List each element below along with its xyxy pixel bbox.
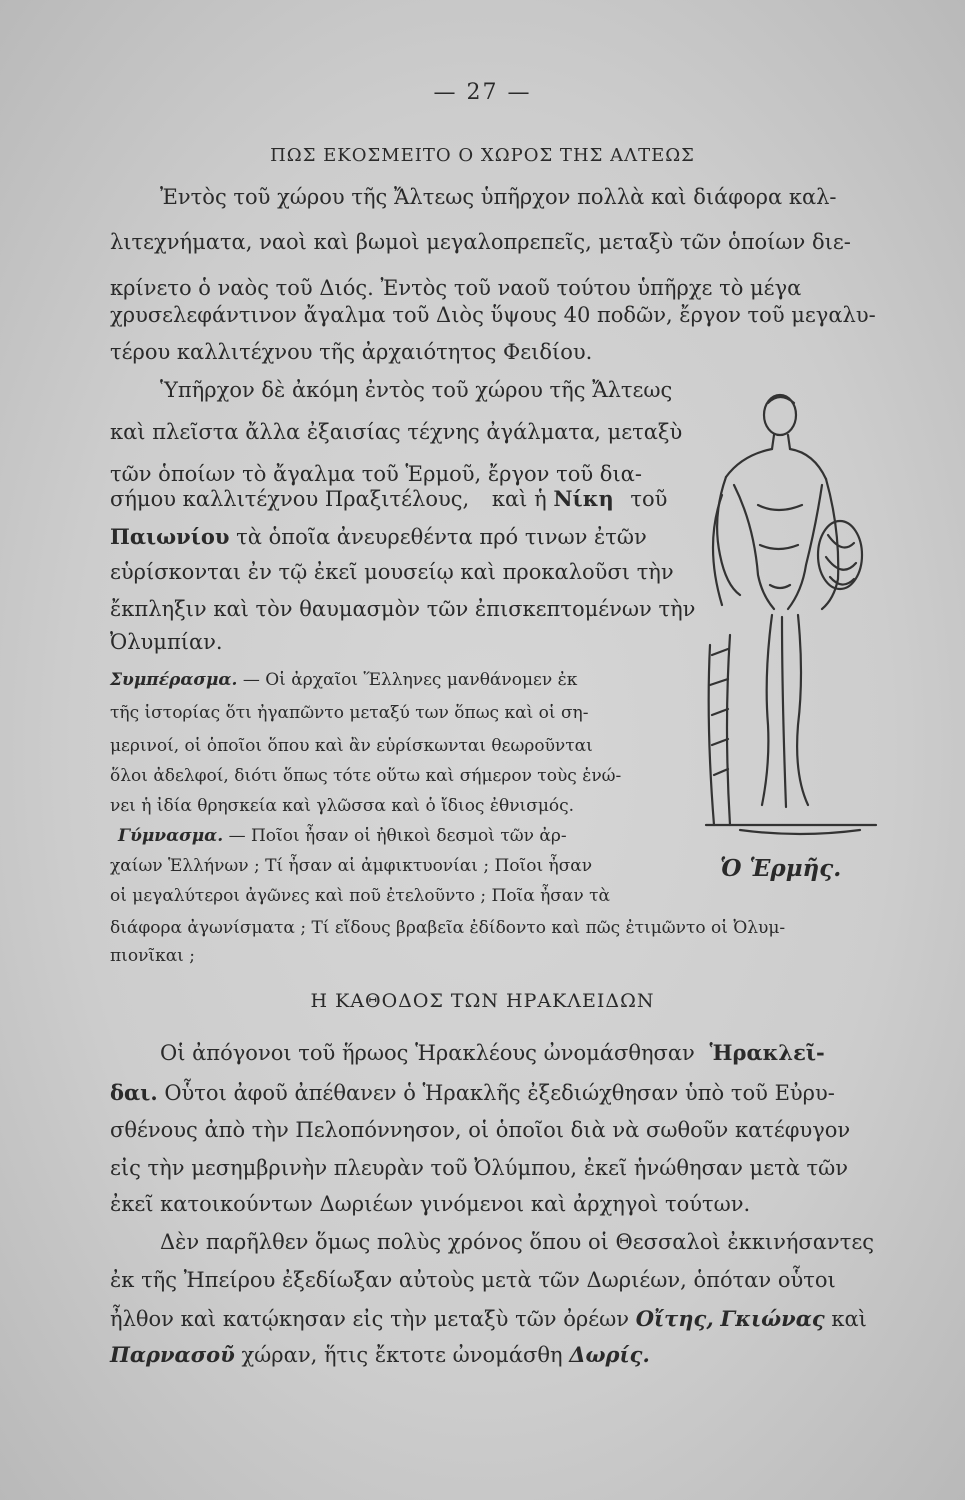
section-title-herakleidai: Η ΚΑΘΟΔΟΣ ΤΩΝ ΗΡΑΚΛΕΙΔΩΝ	[310, 990, 655, 1012]
text-span: χώραν, ἥτις ἔκτοτε ὠνομάσθη	[241, 1343, 563, 1367]
text-line	[110, 1306, 867, 1331]
nike-bold: Νίκη	[553, 486, 614, 511]
oitis-bold: Οἴτης,	[635, 1306, 714, 1331]
figure-caption: Ὁ Ἑρμῆς.	[720, 855, 842, 882]
text-line: εὑρίσκονται ἐν τῷ ἐκεῖ μουσείῳ καὶ προκαλοῦσι τὴν	[110, 560, 674, 584]
text-span: τοῦ	[630, 487, 668, 511]
text-line: μερινοί, οἱ ὁποῖοι ὅπου καὶ ἂν εὑρίσκωνται θεωροῦνται	[110, 736, 593, 756]
text-line: οἱ μεγαλύτεροι ἀγῶνες καὶ ποῦ ἐτελοῦντο ; Ποῖα ἦσαν τὰ	[110, 886, 610, 906]
text-span: τὰ ὁποῖα ἀνευρεθέντα πρό τινων ἐτῶν	[236, 525, 647, 549]
text-line: ὅλοι ἀδελφοί, διότι ὅπως τότε οὕτω καὶ σήμερον τοὺς ἑνώ-	[110, 766, 622, 786]
text-line: ἐκ τῆς Ἠπείρου ἐξεδίωξαν αὐτοὺς μετὰ τῶν Δωριέων, ὁπόταν οὗτοι	[110, 1268, 836, 1292]
text-line: λιτεχνήματα, ναοὶ καὶ βωμοὶ μεγαλοπρεπεῖς, μεταξὺ τῶν ὁποίων διε-	[110, 230, 851, 254]
text-span: — Ποῖοι ἦσαν οἱ ἠθικοὶ δεσμοὶ τῶν ἀρ-	[228, 826, 567, 846]
text-line	[110, 486, 667, 511]
gkionas-bold: Γκιώνας	[720, 1306, 825, 1331]
text-span: — Οἱ ἀρχαῖοι Ἕλληνες μανθάνομεν ἐκ	[242, 670, 578, 690]
herakleidai-bold-cont: δαι.	[110, 1080, 158, 1105]
text-line	[110, 670, 577, 690]
text-line	[110, 1080, 835, 1105]
text-line	[160, 1040, 825, 1065]
text-line	[110, 1342, 650, 1367]
page-number: — 27 —	[433, 80, 532, 105]
herakleidai-bold: Ἡρακλεῖ-	[709, 1040, 825, 1065]
paionios-bold: Παιωνίου	[110, 524, 230, 549]
text-line: χρυσελεφάντινον ἄγαλμα τοῦ Διὸς ὕψους 40 ποδῶν, ἔργον τοῦ μεγαλυ-	[110, 303, 876, 327]
text-line	[110, 524, 647, 549]
text-line: καὶ πλεῖστα ἄλλα ἐξαισίας τέχνης ἀγάλματα, μεταξὺ	[110, 420, 683, 444]
hermes-statue-illustration	[700, 385, 900, 845]
text-span: ἦλθον καὶ κατῴκησαν εἰς τὴν μεταξὺ τῶν ὀρέων	[110, 1307, 630, 1331]
exercise-label: Γύμνασμα.	[118, 826, 224, 846]
text-line: Ὑπῆρχον δὲ ἀκόμη ἐντὸς τοῦ χώρου τῆς Ἄλτεως	[160, 378, 673, 402]
text-line: νει ἡ ἰδία θρησκεία καὶ γλῶσσα καὶ ὁ ἴδιος ἐθνισμός.	[110, 796, 575, 816]
text-line: ἔκπληξιν καὶ τὸν θαυμασμὸν τῶν ἐπισκεπτομένων τὴν	[110, 597, 696, 621]
text-line: πιονῖκαι ;	[110, 946, 195, 966]
text-line: ἐκεῖ κατοικούντων Δωριέων γινόμενοι καὶ ἀρχηγοὶ τούτων.	[110, 1192, 751, 1216]
text-line: Δὲν παρῆλθεν ὅμως πολὺς χρόνος ὅπου οἱ Θεσσαλοὶ ἐκκινήσαντες	[160, 1230, 874, 1254]
text-span: Οἱ ἀπόγονοι τοῦ ἥρωος Ἡρακλέους ὠνομάσθησαν	[160, 1041, 695, 1065]
text-line: Ἐντὸς τοῦ χώρου τῆς Ἄλτεως ὑπῆρχον πολλὰ καὶ διάφορα καλ-	[160, 185, 837, 209]
text-line: διάφορα ἀγωνίσματα ; Τί εἴδους βραβεῖα ἐδίδοντο καὶ πῶς ἐτιμῶντο οἱ Ὀλυμ-	[110, 918, 786, 938]
doris-bold: Δωρίς.	[569, 1342, 650, 1367]
text-line: χαίων Ἑλλήνων ; Τί ἦσαν αἱ ἀμφικτυονίαι ; Ποῖοι ἦσαν	[110, 856, 593, 876]
text-line: Ὀλυμπίαν.	[110, 630, 223, 654]
text-span: Οὗτοι ἀφοῦ ἀπέθανεν ὁ Ἡρακλῆς ἐξεδιώχθησαν ὑπὸ τοῦ Εὐρυ-	[164, 1081, 835, 1105]
conclusion-label: Συμπέρασμα.	[110, 670, 238, 690]
text-line: σθένους ἀπὸ τὴν Πελοπόννησον, οἱ ὁποῖοι διὰ νὰ σωθοῦν κατέφυγον	[110, 1118, 851, 1142]
section-title-altis: ΠΩΣ ΕΚΟΣΜΕΙΤΟ Ο ΧΩΡΟΣ ΤΗΣ ΑΛΤΕΩΣ	[270, 145, 695, 166]
text-span: καὶ	[831, 1307, 867, 1331]
text-line: εἰς τὴν μεσημβρινὴν πλευρὰν τοῦ Ὀλύμπου, ἐκεῖ ἡνώθησαν μετὰ τῶν	[110, 1156, 849, 1180]
parnasou-bold: Παρνασοῦ	[110, 1342, 235, 1367]
text-span: καὶ ἡ	[491, 487, 547, 511]
text-line: τῶν ὁποίων τὸ ἄγαλμα τοῦ Ἑρμοῦ, ἔργον τοῦ δια-	[110, 462, 642, 486]
text-line: τέρου καλλιτέχνου τῆς ἀρχαιότητος Φειδίου.	[110, 340, 593, 364]
text-span: σήμου καλλιτέχνου Πραξιτέλους,	[110, 487, 470, 511]
text-line: κρίνετο ὁ ναὸς τοῦ Διός. Ἐντὸς τοῦ ναοῦ τούτου ὑπῆρχε τὸ μέγα	[110, 276, 802, 300]
text-line	[118, 826, 567, 846]
text-line: τῆς ἱστορίας ὅτι ἠγαπῶντο μεταξύ των ὅπως καὶ οἱ ση-	[110, 703, 589, 723]
